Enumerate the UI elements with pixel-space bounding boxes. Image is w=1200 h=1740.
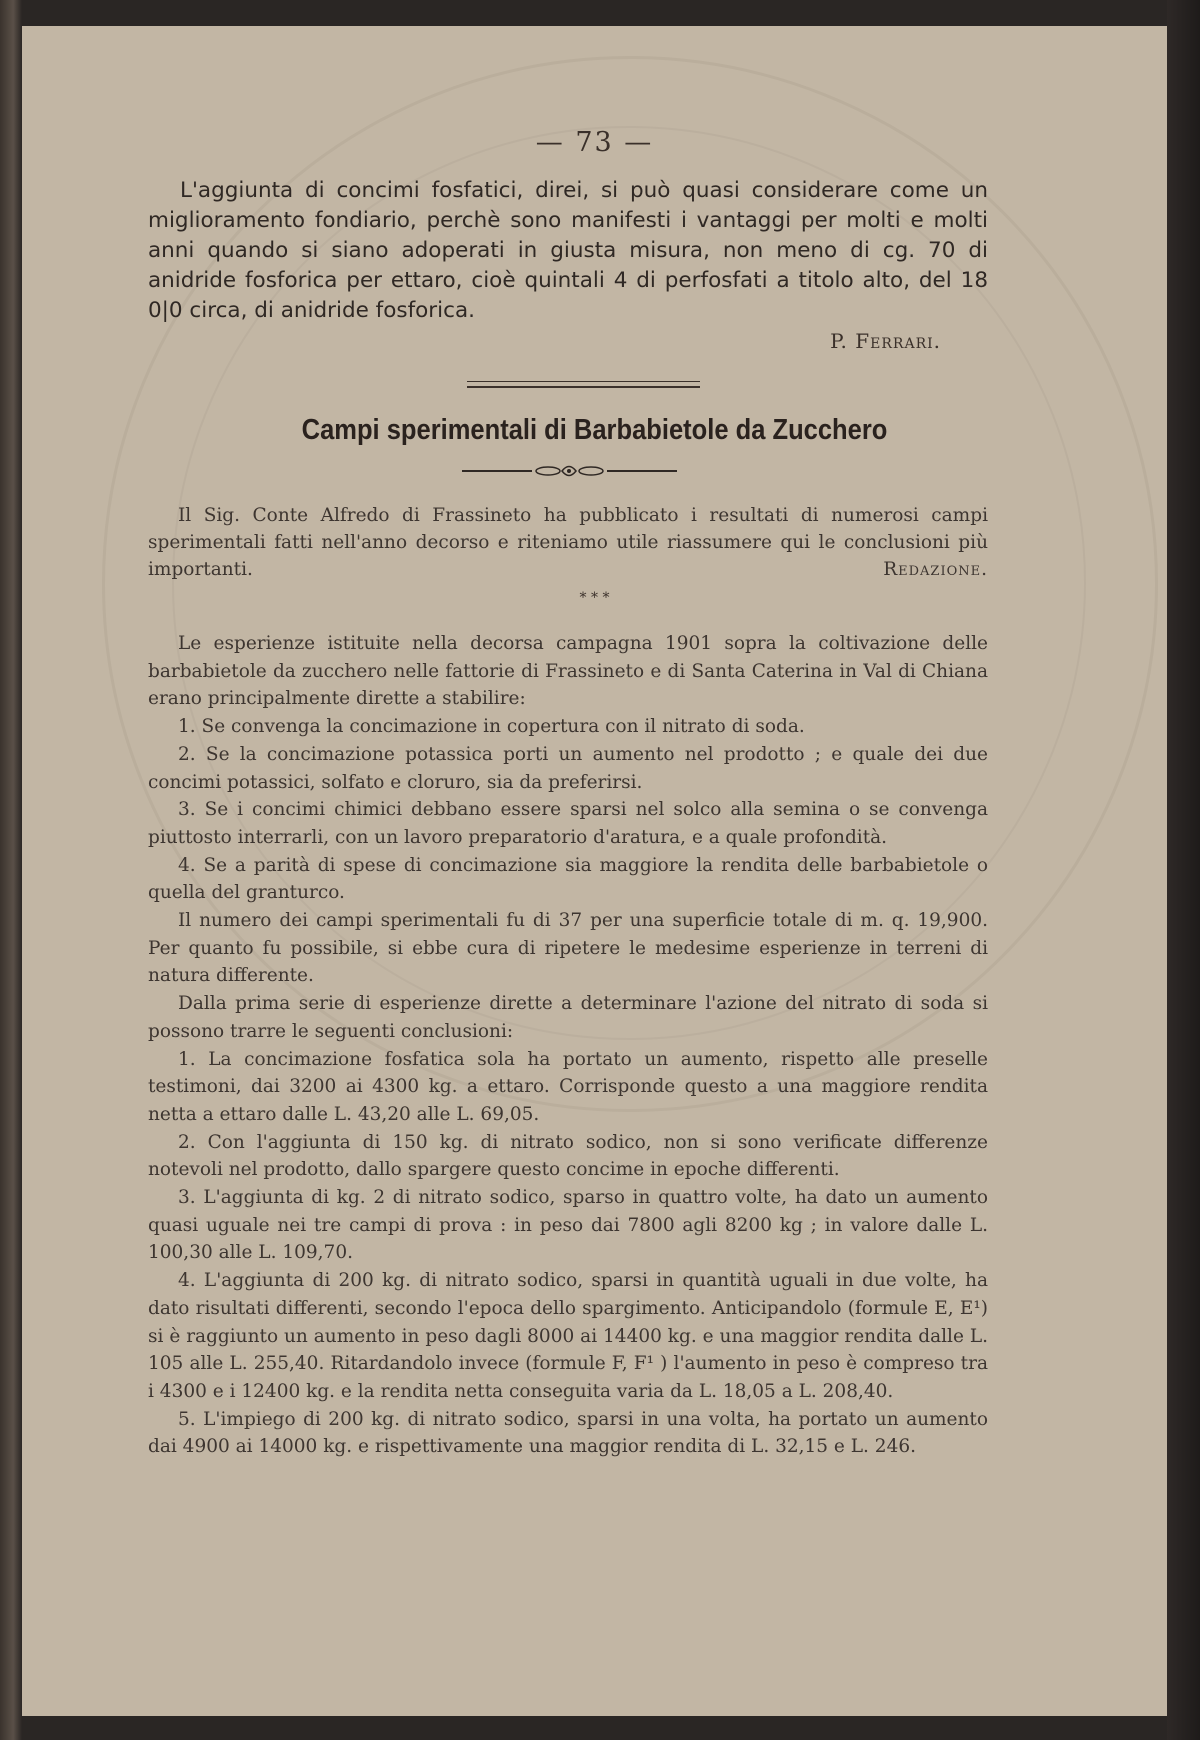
body-paragraph: 1. Se convenga la concimazione in copertura con il nitrato di soda. [178,716,805,738]
body-paragraph: Dalla prima serie di esperienze dirette a determinare l'azione del nitrato di soda si possono trarre le seguenti conclusioni: [148,993,988,1042]
editorial-note [148,502,988,583]
editorial-note-text: Il Sig. Conte Alfredo di Frassineto ha pubblicato i resultati di numerosi campi sperimentali fatti nell'anno decorso e riteniamo utile riassumere qui le conclusioni più importanti. [148,505,988,580]
book-spine [0,0,22,1740]
title-ornament-icon [462,462,677,480]
document-page [22,26,1167,1716]
article-body [148,630,988,1461]
body-paragraph: 2. Con l'aggiunta di 150 kg. di nitrato sodico, non si sono verificate differenze notevoli nel prodotto, dallo spargere questo concime in epoche differenti. [148,1131,988,1181]
body-paragraph: 1. La concimazione fosfatica sola ha portato un aumento, rispetto alle preselle testimoni, dai 3200 ai 4300 kg. a ettaro. Corrisponde questo a una maggiore rendita netta a ettaro dalle L. 43,20 alle L. 69,05. [148,1048,988,1125]
body-paragraph: 4. L'aggiunta di 200 kg. di nitrato sodico, sparsi in quantità uguali in due volte, ha dato risultati differenti, secondo l'epoca dello spargimento. Anticipandolo (formule E, E¹) si è raggiunto un aumento in peso dagli 8000 ai 14400 kg. e una maggior rendita dalle L. 105 alle L. 255,40. Ritardandolo invece (formule F, F¹ ) l'aumento in peso è compreso tra i 4300 e i 12400 kg. e la rendita netta conseguita varia da L. 18,05 a L. 208,40. [148,1270,988,1402]
author-signature: P. Ferrari. [830,329,941,353]
section-divider-rule [467,381,700,388]
body-paragraph: 4. Se a parità di spese di concimazione sia maggiore la rendita delle barbabietole o quella del granturco. [148,854,988,904]
page-number: — 73 — [535,127,654,158]
asterism-separator [22,590,1167,606]
page-edge [1167,0,1200,1740]
editorial-tag: Redazione. [883,559,988,580]
body-paragraph: 3. L'aggiunta di kg. 2 di nitrato sodico, sparso in quattro volte, ha dato un aumento quasi uguale nei tre campi di prova : in peso dai 7800 agli 8200 kg ; in valore dalle L. 100,30 alle L. 109,70. [148,1187,988,1264]
body-paragraph: 2. Se la concimazione potassica porti un aumento nel prodotto ; e quale dei due concimi potassici, solfato e cloruro, sia da preferirsi. [148,743,988,793]
article-title: Campi sperimentali di Barbabietole da Zucchero [301,414,888,446]
body-paragraph: Le esperienze istituite nella decorsa campagna 1901 sopra la coltivazione delle barbabietole da zucchero nelle fattorie di Frassineto e di Santa Caterina in Val di Chiana erano principalmente dirette a stabilire: [148,633,988,710]
body-paragraph: 3. Se i concimi chimici debbano essere sparsi nel solco alla semina o se convenga piuttosto interrarli, con un lavoro preparatorio d'aratura, e a quale profondità. [148,799,988,848]
asterism-text: * * * [579,590,610,606]
intro-paragraph: L'aggiunta di concimi fosfatici, direi, si può quasi considerare come un miglioramento fondiario, perchè sono manifesti i vantaggi per molti e molti anni quando si siano adoperati in giusta misura, non meno di cg. 70 di anidride fosforica per ettaro, cioè quintali 4 di perfosfati a titolo alto, del 18 0|0 circa, di anidride fosforica. [148,178,988,323]
intro-paragraph-block [148,176,988,326]
body-paragraph: 5. L'impiego di 200 kg. di nitrato sodico, sparsi in una volta, ha portato un aumento dai 4900 ai 14000 kg. e rispettivamente una maggior rendita di L. 32,15 e L. 246. [148,1408,988,1458]
body-paragraph: Il numero dei campi sperimentali fu di 37 per una superficie totale di m. q. 19,900. Per quanto fu possibile, si ebbe cura di ripetere le medesime esperienze in terreni di natura differente. [148,910,988,987]
